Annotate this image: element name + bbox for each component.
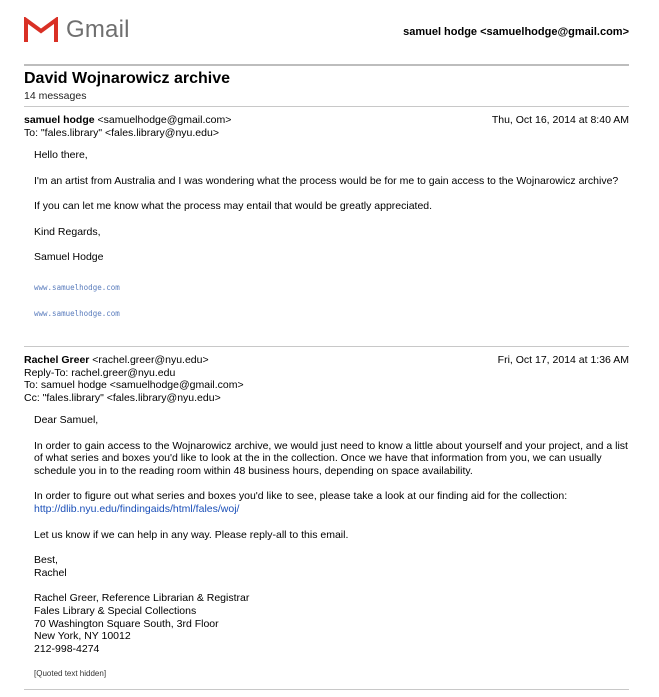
website-link[interactable]: www.samuelhodge.com [34,308,120,318]
signature-line: New York, NY 10012 [34,630,131,643]
to-line: To: samuel hodge <samuelhodge@gmail.com> [24,379,244,391]
message-2 [24,354,629,694]
message-count: 14 messages [24,90,87,102]
quoted-text-toggle[interactable]: [Quoted text hidden] [34,669,107,679]
body-paragraph [34,490,629,515]
account-label: samuel hodge <samuelhodge@gmail.com> [403,26,629,38]
signature-line: 212-998-4274 [34,642,100,655]
cc-line: Cc: "fales.library" <fales.library@nyu.edu> [24,391,221,404]
message-date: Thu, Oct 16, 2014 at 8:40 AM [491,114,629,126]
closing [34,554,629,579]
gmail-logo[interactable] [24,16,130,44]
sender-email: <samuelhodge@gmail.com> [97,114,232,126]
website-link[interactable]: www.samuelhodge.com [34,282,120,292]
signature-line: Rachel Greer, Reference Librarian & Registrar [34,592,250,605]
app-name: Gmail [66,16,130,43]
closing-line: Best, [34,554,58,567]
sender-name: samuel hodge [24,114,95,126]
body-paragraph: Let us know if we can help in any way. Please reply-all to this email. [34,528,349,541]
signature-line: 70 Washington Square South, 3rd Floor [34,617,219,630]
divider [24,689,629,690]
body-line: Hello there, [34,149,88,161]
sender-name: Rachel Greer [24,354,90,366]
to-line: To: "fales.library" <fales.library@nyu.edu> [24,126,219,139]
sender-email: <rachel.greer@nyu.edu> [92,354,209,366]
body-line: Samuel Hodge [34,251,104,264]
closing-line: Rachel [34,566,67,579]
message-body [34,414,629,681]
message-header [24,114,629,139]
header-divider [24,64,629,66]
signature [34,592,629,655]
gmail-m-icon [24,17,58,43]
body-paragraph: In order to gain access to the Wojnarowicz archive, we would just need to know a little about yourself and your project, and a list of what series and boxes you'd like to look at the in the collection. Once we have that information from you, we can usually schedule you in to the reading room within 48 business hours, depending on space availability. [34,439,628,477]
divider [24,346,629,347]
body-line: Kind Regards, [34,225,101,238]
message-body [34,149,629,320]
body-line: I'm an artist from Australia and I was wondering what the process would be for me to gain access to the Wojnarowicz archive? [34,174,619,187]
finding-aid-text: In order to figure out what series and boxes you'd like to see, please take a look at our finding aid for the collection: [34,490,568,503]
reply-to-line: Reply-To: rachel.greer@nyu.edu [24,366,176,379]
message-header [24,354,629,404]
greeting: Dear Samuel, [34,414,99,426]
thread-title: David Wojnarowicz archive [24,70,230,87]
message-1 [24,114,629,333]
body-line: If you can let me know what the process may entail that would be greatly appreciated. [34,200,433,213]
signature-line: Fales Library & Special Collections [34,604,197,617]
message-date: Fri, Oct 17, 2014 at 1:36 AM [497,354,629,366]
header [0,0,659,64]
divider [24,106,629,107]
finding-aid-link[interactable]: http://dlib.nyu.edu/findingaids/html/fales/woj/ [34,502,240,515]
